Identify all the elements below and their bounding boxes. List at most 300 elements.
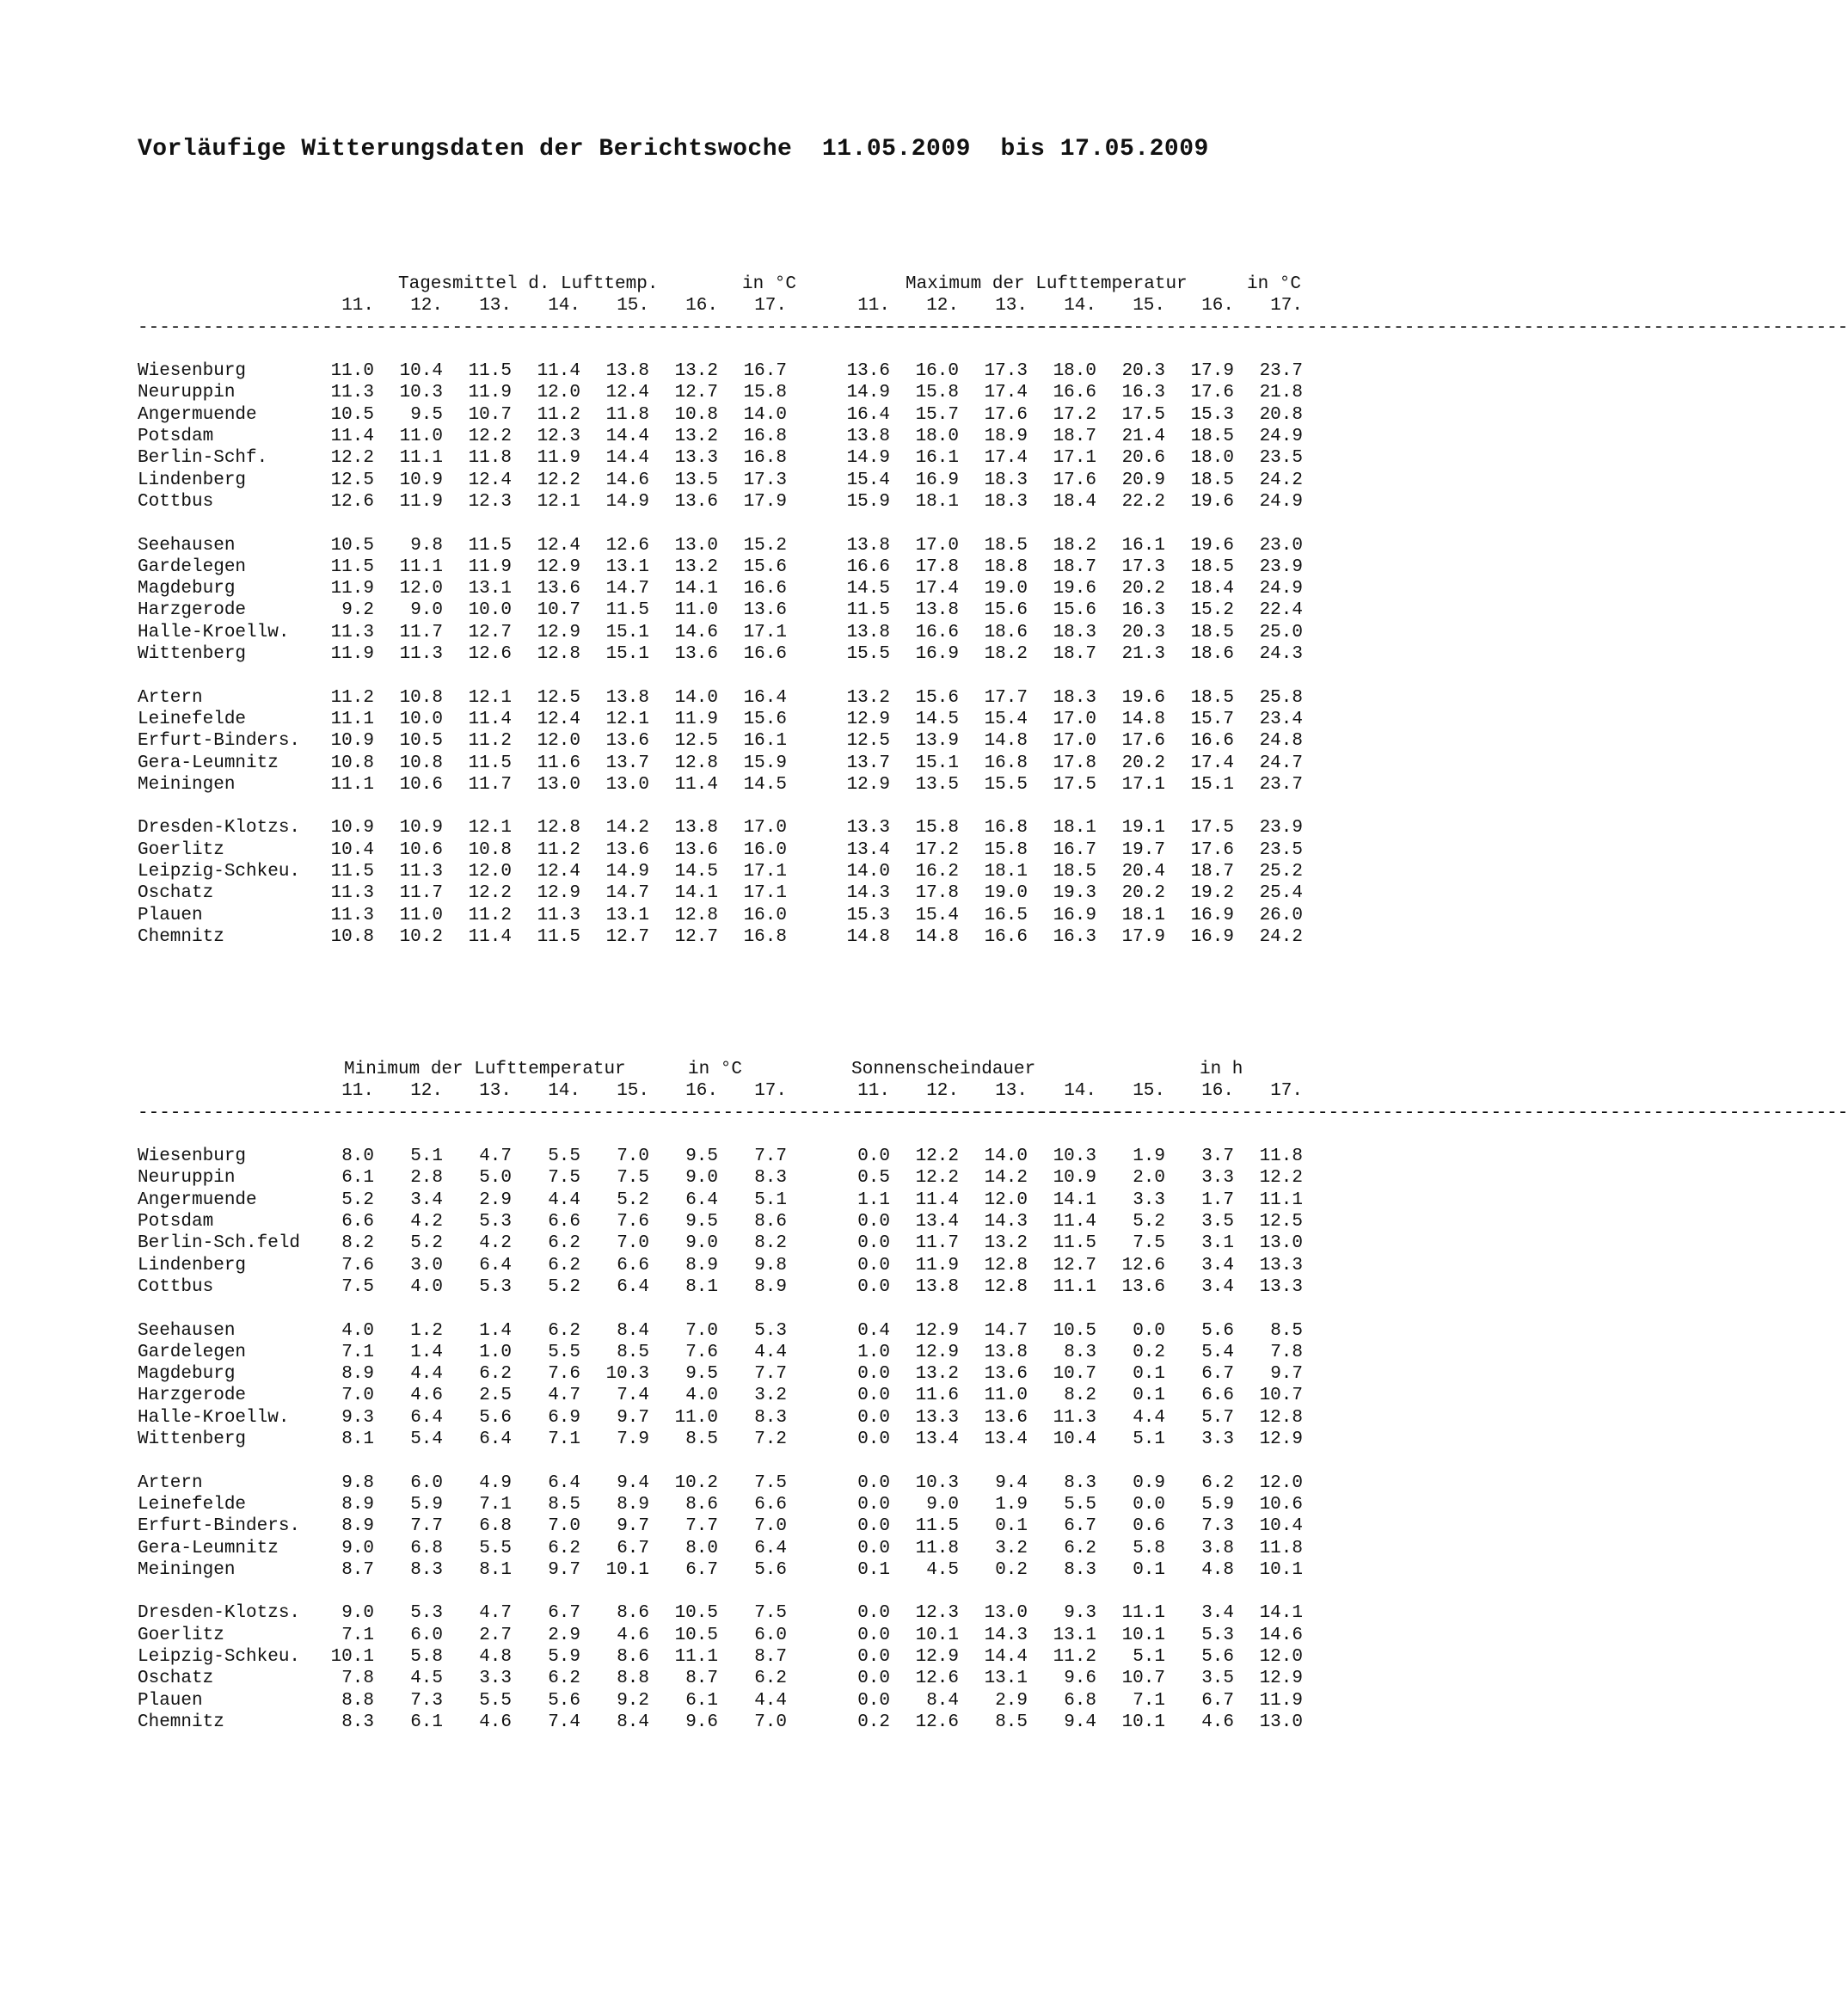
value-cell-right: 18.0 xyxy=(1190,448,1234,469)
value-cell-left: 9.5 xyxy=(685,1364,718,1385)
value-cell-right: 7.3 xyxy=(1201,1516,1234,1537)
value-cell-left: 7.0 xyxy=(754,1516,787,1537)
value-cell-left: 9.7 xyxy=(617,1407,649,1428)
value-cell-left: 7.5 xyxy=(754,1472,787,1493)
table-row xyxy=(138,1255,1324,1276)
value-cell-right: 1.7 xyxy=(1201,1189,1234,1210)
value-cell-right: 12.7 xyxy=(1053,1255,1096,1275)
value-cell-left: 12.2 xyxy=(468,883,512,904)
station-name: Erfurt-Binders. xyxy=(138,1516,301,1537)
left-section-title: Tagesmittel d. Lufttemp. xyxy=(398,274,659,294)
value-cell-left: 4.0 xyxy=(341,1320,374,1341)
value-cell-right: 13.1 xyxy=(984,1669,1028,1689)
value-cell-left: 10.5 xyxy=(674,1603,718,1624)
value-cell-right: 20.6 xyxy=(1121,448,1165,469)
value-cell-right: 18.2 xyxy=(1053,535,1096,556)
table-row xyxy=(138,1602,1324,1624)
value-cell-left: 16.4 xyxy=(743,687,787,708)
value-cell-left: 6.2 xyxy=(479,1364,512,1385)
station-name: Wiesenburg xyxy=(138,1146,247,1167)
value-cell-right: 16.8 xyxy=(984,753,1028,773)
table-row xyxy=(138,861,1324,882)
value-cell-right: 17.6 xyxy=(984,404,1028,425)
value-cell-left: 8.9 xyxy=(754,1276,787,1297)
left-section-unit: in °C xyxy=(688,1060,743,1079)
day-header-left: 14. xyxy=(548,296,580,317)
value-cell-right: 17.6 xyxy=(1190,383,1234,403)
value-cell-right: 6.7 xyxy=(1201,1364,1234,1385)
value-cell-left: 10.8 xyxy=(330,926,374,947)
value-cell-left: 11.5 xyxy=(330,556,374,577)
value-cell-left: 13.6 xyxy=(537,579,580,599)
value-cell-left: 11.1 xyxy=(399,556,443,577)
value-cell-left: 16.8 xyxy=(743,926,787,947)
value-cell-left: 5.1 xyxy=(754,1189,787,1210)
station-name: Artern xyxy=(138,1472,203,1493)
value-cell-right: 15.4 xyxy=(915,905,959,925)
value-cell-right: 6.7 xyxy=(1201,1690,1234,1711)
value-cell-right: 17.8 xyxy=(1053,753,1096,773)
value-cell-right: 18.5 xyxy=(1053,862,1096,882)
value-cell-right: 11.3 xyxy=(1053,1407,1096,1428)
section-heading-row xyxy=(138,1059,1324,1080)
value-cell-left: 4.4 xyxy=(548,1189,580,1210)
value-cell-left: 11.2 xyxy=(468,905,512,925)
value-cell-left: 7.9 xyxy=(617,1429,649,1450)
value-cell-left: 10.9 xyxy=(399,818,443,839)
day-header-right: 14. xyxy=(1064,296,1096,317)
value-cell-left: 16.1 xyxy=(743,731,787,752)
group-separator xyxy=(138,1581,1324,1602)
value-cell-right: 20.9 xyxy=(1121,470,1165,490)
station-name: Potsdam xyxy=(138,427,214,447)
value-cell-left: 11.8 xyxy=(605,404,649,425)
left-section-unit: in °C xyxy=(742,274,797,294)
value-cell-left: 15.6 xyxy=(743,709,787,729)
value-cell-left: 5.5 xyxy=(548,1342,580,1362)
value-cell-right: 12.2 xyxy=(915,1146,959,1167)
value-cell-right: 7.8 xyxy=(1270,1342,1303,1362)
value-cell-left: 11.2 xyxy=(537,839,580,860)
value-cell-left: 6.0 xyxy=(410,1472,443,1493)
value-cell-left: 4.0 xyxy=(685,1386,718,1406)
value-cell-right: 10.4 xyxy=(1259,1516,1303,1537)
value-cell-left: 6.0 xyxy=(754,1625,787,1645)
value-cell-left: 12.7 xyxy=(468,622,512,642)
value-cell-left: 6.6 xyxy=(548,1212,580,1232)
value-cell-right: 13.8 xyxy=(984,1342,1028,1362)
value-cell-right: 17.9 xyxy=(1121,926,1165,947)
value-cell-left: 14.5 xyxy=(674,862,718,882)
table-row xyxy=(138,556,1324,578)
value-cell-right: 13.8 xyxy=(846,427,890,447)
value-cell-right: 16.6 xyxy=(1053,383,1096,403)
value-cell-right: 10.4 xyxy=(1053,1429,1096,1450)
value-cell-right: 13.2 xyxy=(846,687,890,708)
value-cell-right: 18.4 xyxy=(1053,491,1096,512)
value-cell-left: 8.7 xyxy=(754,1647,787,1668)
value-cell-left: 13.2 xyxy=(674,427,718,447)
value-cell-left: 14.0 xyxy=(743,404,787,425)
value-cell-left: 5.2 xyxy=(617,1189,649,1210)
value-cell-right: 18.7 xyxy=(1053,556,1096,577)
value-cell-right: 10.3 xyxy=(915,1472,959,1493)
value-cell-left: 13.8 xyxy=(605,361,649,382)
value-cell-right: 14.1 xyxy=(1053,1189,1096,1210)
value-cell-left: 9.0 xyxy=(341,1603,374,1624)
value-cell-left: 6.2 xyxy=(548,1538,580,1558)
value-cell-left: 5.1 xyxy=(410,1146,443,1167)
value-cell-right: 17.2 xyxy=(915,839,959,860)
station-name: Gardelegen xyxy=(138,556,247,577)
value-cell-left: 15.1 xyxy=(605,644,649,665)
value-cell-left: 5.5 xyxy=(479,1690,512,1711)
value-cell-left: 8.9 xyxy=(685,1255,718,1275)
value-cell-right: 20.8 xyxy=(1259,404,1303,425)
station-name: Seehausen xyxy=(138,1320,236,1341)
value-cell-right: 16.6 xyxy=(915,622,959,642)
value-cell-left: 2.9 xyxy=(548,1625,580,1645)
value-cell-right: 17.6 xyxy=(1053,470,1096,490)
value-cell-left: 10.7 xyxy=(537,600,580,621)
table-row xyxy=(138,839,1324,861)
table-row xyxy=(138,1472,1324,1494)
value-cell-left: 12.7 xyxy=(674,926,718,947)
value-cell-right: 14.4 xyxy=(984,1647,1028,1668)
value-cell-left: 1.2 xyxy=(410,1320,443,1341)
value-cell-left: 5.3 xyxy=(479,1276,512,1297)
station-name: Leinefelde xyxy=(138,709,247,729)
value-cell-right: 0.0 xyxy=(857,1212,890,1232)
value-cell-right: 17.0 xyxy=(1053,731,1096,752)
value-cell-right: 12.9 xyxy=(846,774,890,795)
value-cell-left: 13.2 xyxy=(674,556,718,577)
value-cell-right: 19.7 xyxy=(1121,839,1165,860)
group-separator xyxy=(138,796,1324,817)
value-cell-left: 6.4 xyxy=(617,1276,649,1297)
value-cell-left: 8.9 xyxy=(617,1494,649,1515)
value-cell-right: 17.2 xyxy=(1053,404,1096,425)
table-row xyxy=(138,1232,1324,1254)
value-cell-right: 17.8 xyxy=(915,883,959,904)
value-cell-right: 16.4 xyxy=(846,404,890,425)
day-header-right: 17. xyxy=(1270,296,1303,317)
value-cell-left: 11.5 xyxy=(468,361,512,382)
value-cell-right: 3.2 xyxy=(995,1538,1028,1558)
value-cell-right: 18.1 xyxy=(1121,905,1165,925)
value-cell-right: 11.8 xyxy=(1259,1146,1303,1167)
value-cell-left: 7.1 xyxy=(341,1625,374,1645)
day-header-right: 13. xyxy=(995,1081,1028,1102)
value-cell-left: 11.0 xyxy=(399,905,443,925)
value-cell-right: 18.4 xyxy=(1190,579,1234,599)
value-cell-right: 15.1 xyxy=(915,753,959,773)
value-cell-right: 15.3 xyxy=(1190,404,1234,425)
value-cell-left: 12.0 xyxy=(468,862,512,882)
value-cell-left: 13.2 xyxy=(674,361,718,382)
value-cell-right: 24.2 xyxy=(1259,470,1303,490)
value-cell-left: 11.0 xyxy=(674,600,718,621)
table-row xyxy=(138,882,1324,904)
value-cell-left: 5.6 xyxy=(479,1407,512,1428)
value-cell-left: 16.8 xyxy=(743,427,787,447)
value-cell-left: 9.0 xyxy=(685,1233,718,1254)
value-cell-left: 7.0 xyxy=(617,1233,649,1254)
value-cell-right: 19.6 xyxy=(1190,491,1234,512)
value-cell-left: 8.3 xyxy=(341,1712,374,1732)
table-row xyxy=(138,730,1324,752)
value-cell-left: 11.6 xyxy=(537,753,580,773)
value-cell-right: 15.6 xyxy=(984,600,1028,621)
value-cell-right: 15.4 xyxy=(846,470,890,490)
table-row xyxy=(138,1407,1324,1429)
value-cell-left: 13.3 xyxy=(674,448,718,469)
value-cell-right: 3.3 xyxy=(1201,1168,1234,1189)
group-separator xyxy=(138,513,1324,534)
value-cell-right: 3.3 xyxy=(1201,1429,1234,1450)
value-cell-right: 24.2 xyxy=(1259,926,1303,947)
value-cell-left: 8.4 xyxy=(617,1320,649,1341)
value-cell-left: 8.9 xyxy=(341,1364,374,1385)
value-cell-right: 6.7 xyxy=(1064,1516,1096,1537)
value-cell-right: 5.9 xyxy=(1201,1494,1234,1515)
value-cell-left: 6.8 xyxy=(410,1538,443,1558)
value-cell-right: 15.8 xyxy=(984,839,1028,860)
value-cell-right: 18.1 xyxy=(1053,818,1096,839)
station-name: Leipzig-Schkeu. xyxy=(138,862,301,882)
value-cell-right: 11.5 xyxy=(915,1516,959,1537)
value-cell-right: 10.1 xyxy=(1121,1625,1165,1645)
value-cell-left: 10.2 xyxy=(399,926,443,947)
value-cell-right: 25.4 xyxy=(1259,883,1303,904)
value-cell-left: 9.5 xyxy=(410,404,443,425)
value-cell-right: 10.5 xyxy=(1053,1320,1096,1341)
value-cell-right: 15.9 xyxy=(846,491,890,512)
dashed-rule-left: -------------------------------------------------------------------------------------------- xyxy=(138,1103,1135,1123)
value-cell-left: 12.2 xyxy=(330,448,374,469)
day-header-left: 16. xyxy=(685,1081,718,1102)
value-cell-left: 16.0 xyxy=(743,905,787,925)
station-name: Harzgerode xyxy=(138,600,247,621)
value-cell-right: 19.0 xyxy=(984,883,1028,904)
value-cell-right: 3.5 xyxy=(1201,1212,1234,1232)
value-cell-left: 13.8 xyxy=(674,818,718,839)
value-cell-left: 4.2 xyxy=(479,1233,512,1254)
value-cell-right: 12.5 xyxy=(846,731,890,752)
value-cell-right: 0.0 xyxy=(857,1690,890,1711)
value-cell-right: 0.2 xyxy=(1133,1342,1165,1362)
value-cell-right: 15.1 xyxy=(1190,774,1234,795)
value-cell-left: 8.6 xyxy=(617,1647,649,1668)
value-cell-right: 10.9 xyxy=(1053,1168,1096,1189)
value-cell-left: 1.0 xyxy=(479,1342,512,1362)
value-cell-right: 19.3 xyxy=(1053,883,1096,904)
value-cell-left: 4.6 xyxy=(479,1712,512,1732)
value-cell-left: 8.1 xyxy=(685,1276,718,1297)
group-separator xyxy=(138,665,1324,686)
table-row xyxy=(138,1342,1324,1363)
value-cell-left: 11.2 xyxy=(537,404,580,425)
value-cell-right: 23.5 xyxy=(1259,839,1303,860)
value-cell-right: 12.2 xyxy=(1259,1168,1303,1189)
value-cell-right: 13.2 xyxy=(915,1364,959,1385)
value-cell-left: 9.8 xyxy=(410,535,443,556)
value-cell-left: 3.4 xyxy=(410,1189,443,1210)
value-cell-left: 10.9 xyxy=(330,818,374,839)
value-cell-right: 12.8 xyxy=(984,1276,1028,1297)
value-cell-left: 11.1 xyxy=(330,709,374,729)
value-cell-left: 13.1 xyxy=(605,556,649,577)
table-row xyxy=(138,599,1324,621)
value-cell-left: 8.6 xyxy=(754,1212,787,1232)
table-row xyxy=(138,1538,1324,1559)
value-cell-left: 15.1 xyxy=(605,622,649,642)
value-cell-left: 3.0 xyxy=(410,1255,443,1275)
value-cell-right: 23.0 xyxy=(1259,535,1303,556)
value-cell-right: 18.7 xyxy=(1053,427,1096,447)
value-cell-right: 4.6 xyxy=(1201,1712,1234,1732)
day-header-right: 12. xyxy=(926,1081,959,1102)
value-cell-left: 5.2 xyxy=(548,1276,580,1297)
value-cell-right: 23.7 xyxy=(1259,361,1303,382)
dashed-rule-row xyxy=(138,317,1848,339)
value-cell-left: 7.4 xyxy=(548,1712,580,1732)
value-cell-right: 11.7 xyxy=(915,1233,959,1254)
value-cell-right: 9.6 xyxy=(1064,1669,1096,1689)
value-cell-right: 16.5 xyxy=(984,905,1028,925)
value-cell-right: 12.9 xyxy=(915,1342,959,1362)
station-name: Neuruppin xyxy=(138,383,236,403)
value-cell-right: 19.6 xyxy=(1053,579,1096,599)
value-cell-right: 14.1 xyxy=(1259,1603,1303,1624)
table-row xyxy=(138,426,1324,447)
value-cell-right: 7.5 xyxy=(1133,1233,1165,1254)
value-cell-left: 6.6 xyxy=(341,1212,374,1232)
value-cell-right: 16.9 xyxy=(1190,926,1234,947)
station-name: Halle-Kroellw. xyxy=(138,622,290,642)
value-cell-left: 2.5 xyxy=(479,1386,512,1406)
value-cell-left: 12.8 xyxy=(537,644,580,665)
value-cell-right: 18.8 xyxy=(984,556,1028,577)
value-cell-left: 12.6 xyxy=(330,491,374,512)
value-cell-left: 8.3 xyxy=(410,1559,443,1580)
value-cell-left: 4.8 xyxy=(479,1647,512,1668)
value-cell-right: 24.8 xyxy=(1259,731,1303,752)
table-row xyxy=(138,1146,1324,1167)
value-cell-left: 15.9 xyxy=(743,753,787,773)
value-cell-left: 12.1 xyxy=(537,491,580,512)
value-cell-left: 6.6 xyxy=(617,1255,649,1275)
value-cell-right: 14.3 xyxy=(984,1625,1028,1645)
value-cell-right: 3.4 xyxy=(1201,1603,1234,1624)
value-cell-left: 11.7 xyxy=(399,622,443,642)
value-cell-left: 4.5 xyxy=(410,1669,443,1689)
day-header-right: 12. xyxy=(926,296,959,317)
value-cell-right: 2.9 xyxy=(995,1690,1028,1711)
value-cell-left: 12.8 xyxy=(674,753,718,773)
value-cell-right: 12.8 xyxy=(984,1255,1028,1275)
value-cell-left: 7.1 xyxy=(341,1342,374,1362)
value-cell-left: 5.9 xyxy=(548,1647,580,1668)
value-cell-left: 6.4 xyxy=(754,1538,787,1558)
value-cell-left: 13.5 xyxy=(674,470,718,490)
day-header-right: 16. xyxy=(1201,1081,1234,1102)
value-cell-left: 9.7 xyxy=(617,1516,649,1537)
value-cell-right: 0.0 xyxy=(857,1255,890,1275)
value-cell-left: 5.8 xyxy=(410,1647,443,1668)
value-cell-left: 12.4 xyxy=(537,709,580,729)
value-cell-left: 8.1 xyxy=(479,1559,512,1580)
value-cell-right: 11.2 xyxy=(1053,1647,1096,1668)
right-section-unit: in h xyxy=(1200,1060,1243,1079)
value-cell-left: 8.2 xyxy=(754,1233,787,1254)
value-cell-right: 5.2 xyxy=(1133,1212,1165,1232)
station-name: Dresden-Klotzs. xyxy=(138,1603,301,1624)
value-cell-left: 8.9 xyxy=(341,1494,374,1515)
value-cell-right: 18.9 xyxy=(984,427,1028,447)
group-separator xyxy=(138,1450,1324,1472)
value-cell-right: 16.3 xyxy=(1121,383,1165,403)
value-cell-left: 13.7 xyxy=(605,753,649,773)
value-cell-left: 12.7 xyxy=(605,926,649,947)
station-name: Berlin-Sch.feld xyxy=(138,1233,301,1254)
value-cell-left: 6.4 xyxy=(479,1255,512,1275)
value-cell-left: 11.4 xyxy=(468,709,512,729)
value-cell-left: 7.5 xyxy=(341,1276,374,1297)
value-cell-left: 5.3 xyxy=(479,1212,512,1232)
value-cell-right: 10.1 xyxy=(1121,1712,1165,1732)
value-cell-left: 7.7 xyxy=(685,1516,718,1537)
station-name: Berlin-Schf. xyxy=(138,448,268,469)
value-cell-left: 11.9 xyxy=(468,383,512,403)
value-cell-right: 18.1 xyxy=(984,862,1028,882)
value-cell-right: 7.1 xyxy=(1133,1690,1165,1711)
value-cell-left: 4.4 xyxy=(754,1342,787,1362)
value-cell-right: 18.6 xyxy=(1190,644,1234,665)
table-row xyxy=(138,1363,1324,1385)
value-cell-right: 13.9 xyxy=(915,731,959,752)
value-cell-left: 14.4 xyxy=(605,427,649,447)
station-name: Magdeburg xyxy=(138,579,236,599)
value-cell-right: 13.4 xyxy=(984,1429,1028,1450)
value-cell-left: 6.7 xyxy=(617,1538,649,1558)
station-name: Seehausen xyxy=(138,535,236,556)
value-cell-right: 11.5 xyxy=(1053,1233,1096,1254)
value-cell-right: 11.8 xyxy=(1259,1538,1303,1558)
value-cell-right: 0.1 xyxy=(995,1516,1028,1537)
value-cell-right: 14.2 xyxy=(984,1168,1028,1189)
value-cell-left: 12.6 xyxy=(468,644,512,665)
value-cell-left: 11.9 xyxy=(330,644,374,665)
value-cell-right: 14.5 xyxy=(846,579,890,599)
right-section-title: Sonnenscheindauer xyxy=(851,1060,1036,1079)
value-cell-right: 20.3 xyxy=(1121,622,1165,642)
value-cell-left: 6.8 xyxy=(479,1516,512,1537)
value-cell-left: 6.9 xyxy=(548,1407,580,1428)
value-cell-right: 17.4 xyxy=(915,579,959,599)
station-name: Meiningen xyxy=(138,1559,236,1580)
value-cell-right: 17.6 xyxy=(1190,839,1234,860)
value-cell-right: 20.2 xyxy=(1121,753,1165,773)
value-cell-right: 0.6 xyxy=(1133,1516,1165,1537)
day-header-right: 14. xyxy=(1064,1081,1096,1102)
value-cell-left: 8.8 xyxy=(617,1669,649,1689)
dashed-rule-left: -------------------------------------------------------------------------------------------- xyxy=(138,317,1135,338)
value-cell-left: 11.3 xyxy=(399,644,443,665)
value-cell-right: 6.2 xyxy=(1064,1538,1096,1558)
value-cell-left: 10.3 xyxy=(399,383,443,403)
value-cell-right: 5.6 xyxy=(1201,1320,1234,1341)
